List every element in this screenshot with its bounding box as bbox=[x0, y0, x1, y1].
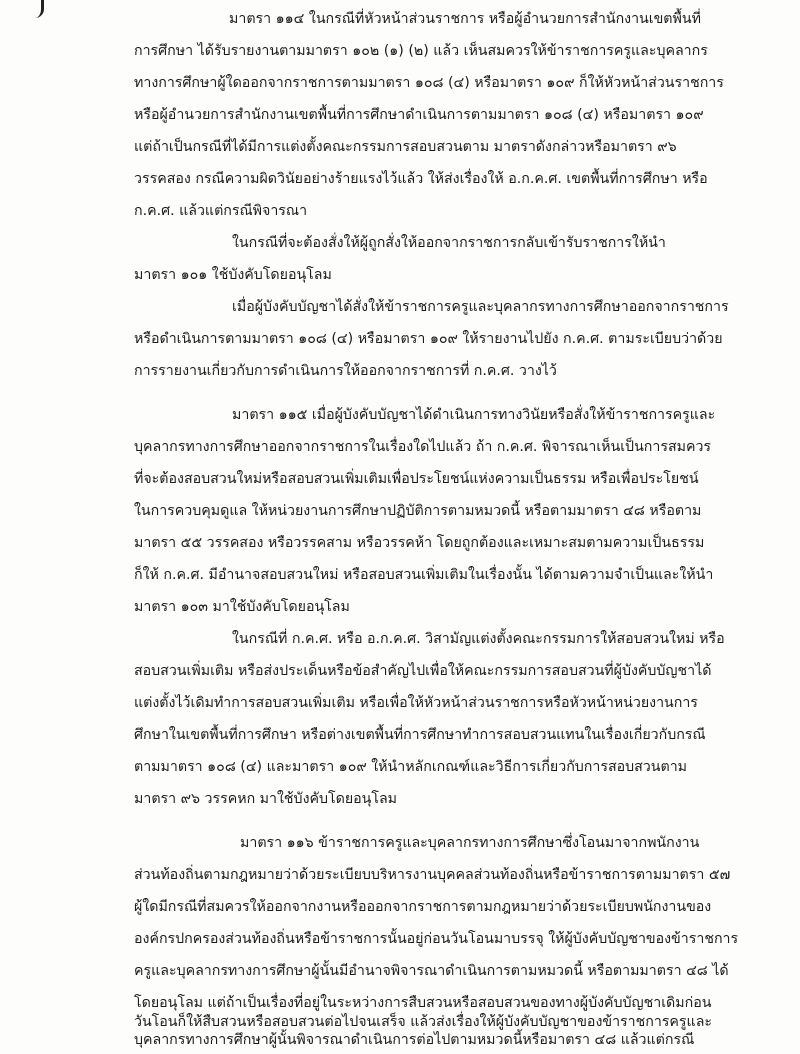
section-116-line: โดยอนุโลม แต่ถ้าเป็นเรื่องที่อยู่ในระหว่างการสืบสวนหรือสอบสวนของทางผู้บังคับบัญชาเดิมก่อน bbox=[134, 995, 712, 1011]
section-116-line: ส่วนท้องถิ่นตามกฎหมายว่าด้วยระเบียบบริหารงานบุคคลส่วนท้องถิ่นหรือข้าราชการตามมาตรา ๕๗ bbox=[134, 867, 731, 883]
section-114-paragraph-3-line: หรือดำเนินการตามมาตรา ๑๐๘ (๔) หรือมาตรา ๑๐๙ ให้รายงานไปยัง ก.ค.ศ. ตามระเบียบว่าด้วย bbox=[134, 331, 723, 347]
section-115-heading-line: มาตรา ๑๑๕ เมื่อผู้บังคับบัญชาได้ดำเนินการทางวินัยหรือสั่งให้ข้าราชการครูและ bbox=[232, 407, 716, 423]
section-116-line: บุคลากรทางการศึกษาผู้นั้นพิจารณาดำเนินการต่อไปตามหมวดนี้หรือมาตรา ๔๘ แล้วแต่กรณี bbox=[134, 1032, 695, 1048]
section-115-paragraph-2-line: มาตรา ๙๖ วรรคหก มาใช้บังคับโดยอนุโลม bbox=[134, 791, 398, 807]
section-114-paragraph-3-line: เมื่อผู้บังคับบัญชาได้สั่งให้ข้าราชการครูและบุคลากรทางการศึกษาออกจากราชการ bbox=[232, 299, 729, 315]
section-116-heading-line: มาตรา ๑๑๖ ข้าราชการครูและบุคลากรทางการศึกษาซึ่งโอนมาจากพนักงาน bbox=[240, 835, 700, 851]
section-115-line: ก็ให้ ก.ค.ศ. มีอำนาจสอบสวนใหม่ หรือสอบสวนเพิ่มเติมในเรื่องนั้น ได้ตามความจำเป็นและให้นำ bbox=[134, 567, 714, 583]
section-114-paragraph-2-line: มาตรา ๑๐๑ ใช้บังคับโดยอนุโลม bbox=[134, 267, 332, 283]
section-114-line: แต่ถ้าเป็นกรณีที่ได้มีการแต่งตั้งคณะกรรมการสอบสวนตาม มาตราดังกล่าวหรือมาตรา ๙๖ bbox=[134, 139, 677, 155]
section-115-paragraph-2-line: แต่งตั้งไว้เดิมทำการสอบสวนเพิ่มเติม หรือเพื่อให้หัวหน้าส่วนราชการหรือหัวหน้าหน่วยงานการ bbox=[134, 695, 698, 711]
section-114-line: การศึกษา ได้รับรายงานตามมาตรา ๑๐๒ (๑) (๒) แล้ว เห็นสมควรให้ข้าราชการครูและบุคลากร bbox=[134, 43, 708, 59]
section-114-paragraph-3-line: การรายงานเกี่ยวกับการดำเนินการให้ออกจากราชการที่ ก.ค.ศ. วางไว้ bbox=[134, 363, 557, 379]
section-115-line: มาตรา ๕๕ วรรคสอง หรือวรรคสาม หรือวรรคห้า โดยถูกต้องและเหมาะสมตามความเป็นธรรม bbox=[134, 535, 705, 551]
section-116-line: ผู้ใดมีกรณีที่สมควรให้ออกจากงานหรือออกจากราชการตามกฎหมายว่าด้วยระเบียบพนักงานของ bbox=[134, 899, 712, 915]
section-115-paragraph-2-line: สอบสวนเพิ่มเติม หรือส่งประเด็นหรือข้อสำคัญไปเพื่อให้คณะกรรมการสอบสวนที่ผู้บังคับบัญชาได้ bbox=[134, 663, 712, 679]
section-114-paragraph-2-line: ในกรณีที่จะต้องสั่งให้ผู้ถูกสั่งให้ออกจากราชการกลับเข้ารับราชการให้นำ bbox=[232, 235, 666, 251]
section-116-line: ครูและบุคลากรทางการศึกษาผู้นั้นมีอำนาจพิจารณาดำเนินการตามหมวดนี้ หรือตามมาตรา ๔๘ ได้ bbox=[134, 963, 729, 979]
section-114-line: ทางการศึกษาผู้ใดออกจากราชการตามมาตรา ๑๐๘ (๔) หรือมาตรา ๑๐๙ ก็ให้หัวหน้าส่วนราชการ bbox=[134, 75, 724, 91]
section-115-line: บุคลากรทางการศึกษาออกจากราชการในเรื่องใดไปแล้ว ถ้า ก.ค.ศ. พิจารณาเห็นเป็นการสมควร bbox=[134, 439, 712, 455]
section-114-line: ก.ค.ศ. แล้วแต่กรณีพิจารณา bbox=[134, 203, 308, 219]
section-114-heading-line: มาตรา ๑๑๔ ในกรณีที่หัวหน้าส่วนราชการ หรือผู้อำนวยการสำนักงานเขตพื้นที่ bbox=[229, 11, 701, 27]
section-114-line: หรือผู้อำนวยการสำนักงานเขตพื้นที่การศึกษาดำเนินการตามมาตรา ๑๐๘ (๔) หรือมาตรา ๑๐๙ bbox=[134, 107, 704, 123]
section-115-line: ที่จะต้องสอบสวนใหม่หรือสอบสวนเพิ่มเติมเพื่อประโยชน์แห่งความเป็นธรรม หรือเพื่อประโยชน์ bbox=[134, 471, 699, 487]
scan-margin-mark bbox=[35, 0, 44, 18]
section-115-paragraph-2-line: ตามมาตรา ๑๐๘ (๔) และมาตรา ๑๐๙ ให้นำหลักเกณฑ์และวิธีการเกี่ยวกับการสอบสวนตาม bbox=[134, 759, 688, 775]
section-115-paragraph-2-line: ในกรณีที่ ก.ค.ศ. หรือ อ.ก.ค.ศ. วิสามัญแต่งตั้งคณะกรรมการให้สอบสวนใหม่ หรือ bbox=[232, 631, 725, 647]
section-115-paragraph-2-line: ศึกษาในเขตพื้นที่การศึกษา หรือต่างเขตพื้นที่การศึกษาทำการสอบสวนแทนในเรื่องเกี่ยวกับกรณี bbox=[134, 727, 706, 743]
section-115-line: ในการควบคุมดูแล ให้หน่วยงานการศึกษาปฏิบัติการตามหมวดนี้ หรือตามมาตรา ๔๘ หรือตาม bbox=[134, 503, 702, 519]
section-115-line: มาตรา ๑๐๓ มาใช้บังคับโดยอนุโลม bbox=[134, 599, 350, 615]
section-116-line: องค์กรปกครองส่วนท้องถิ่นหรือข้าราชการนั้นอยู่ก่อนวันโอนมาบรรจุ ให้ผู้บังคับบัญชาของข้าราชการ bbox=[134, 931, 739, 947]
section-114-line: วรรคสอง กรณีความผิดวินัยอย่างร้ายแรงไว้แล้ว ให้ส่งเรื่องให้ อ.ก.ค.ศ. เขตพื้นที่การศึกษา หรือ bbox=[134, 171, 708, 187]
section-116-line: วันโอนก็ให้สืบสวนหรือสอบสวนต่อไปจนเสร็จ แล้วส่งเรื่องให้ผู้บังคับบัญชาของข้าราชการครูและ bbox=[134, 1014, 713, 1030]
